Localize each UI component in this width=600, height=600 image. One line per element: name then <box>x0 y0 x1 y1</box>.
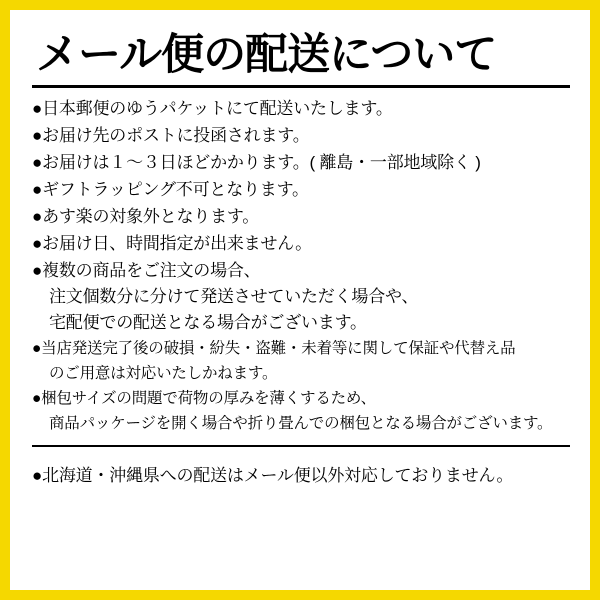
list-item-text: ●日本郵便のゆうパケットにて配送いたします。 <box>32 99 393 119</box>
list-item-text: ●あす楽の対象外となります。 <box>32 207 260 227</box>
list-item-text: ●お届け先のポストに投函されます。 <box>32 126 310 146</box>
page-title: メール便の配送について <box>36 31 497 79</box>
list-item-subline: 商品パッケージを開く場合や折り畳んでの梱包となる場合がございます。 <box>49 414 553 432</box>
list-item <box>32 235 574 252</box>
list-item <box>32 100 574 117</box>
list-item-text: ●複数の商品をご注文の場合、 <box>32 261 261 281</box>
title-divider <box>32 85 570 88</box>
list-item-subline: 宅配便での配送となる場合がございます。 <box>49 313 367 333</box>
footer-divider <box>32 445 570 447</box>
list-item <box>32 391 574 431</box>
list-item-subline: 注文個数分に分けて発送させていただく場合や、 <box>49 287 419 307</box>
list-item-text: ●お届け日、時間指定が出来ません。 <box>32 234 312 254</box>
notice-list <box>28 100 574 431</box>
list-item <box>32 341 574 381</box>
list-item <box>32 154 574 171</box>
list-item <box>32 208 574 225</box>
list-item <box>32 181 574 198</box>
notice-card <box>10 10 590 590</box>
footer-note: ●北海道・沖縄県への配送はメール便以外対応しておりません。 <box>32 466 514 486</box>
list-item-text: ●当店発送完了後の破損・紛失・盗難・未着等に関して保証や代替え品 <box>32 340 516 358</box>
list-item-subline: のご用意は対応いたしかねます。 <box>49 364 278 382</box>
list-item-text: ●ギフトラッピング不可となります。 <box>32 180 309 200</box>
list-item <box>32 127 574 144</box>
list-item-text: ●お届けは１～３日ほどかかります。( 離島・一部地域除く ) <box>32 153 481 173</box>
list-item <box>32 262 574 331</box>
list-item-text: ●梱包サイズの問題で荷物の厚みを薄くするため、 <box>32 390 376 408</box>
